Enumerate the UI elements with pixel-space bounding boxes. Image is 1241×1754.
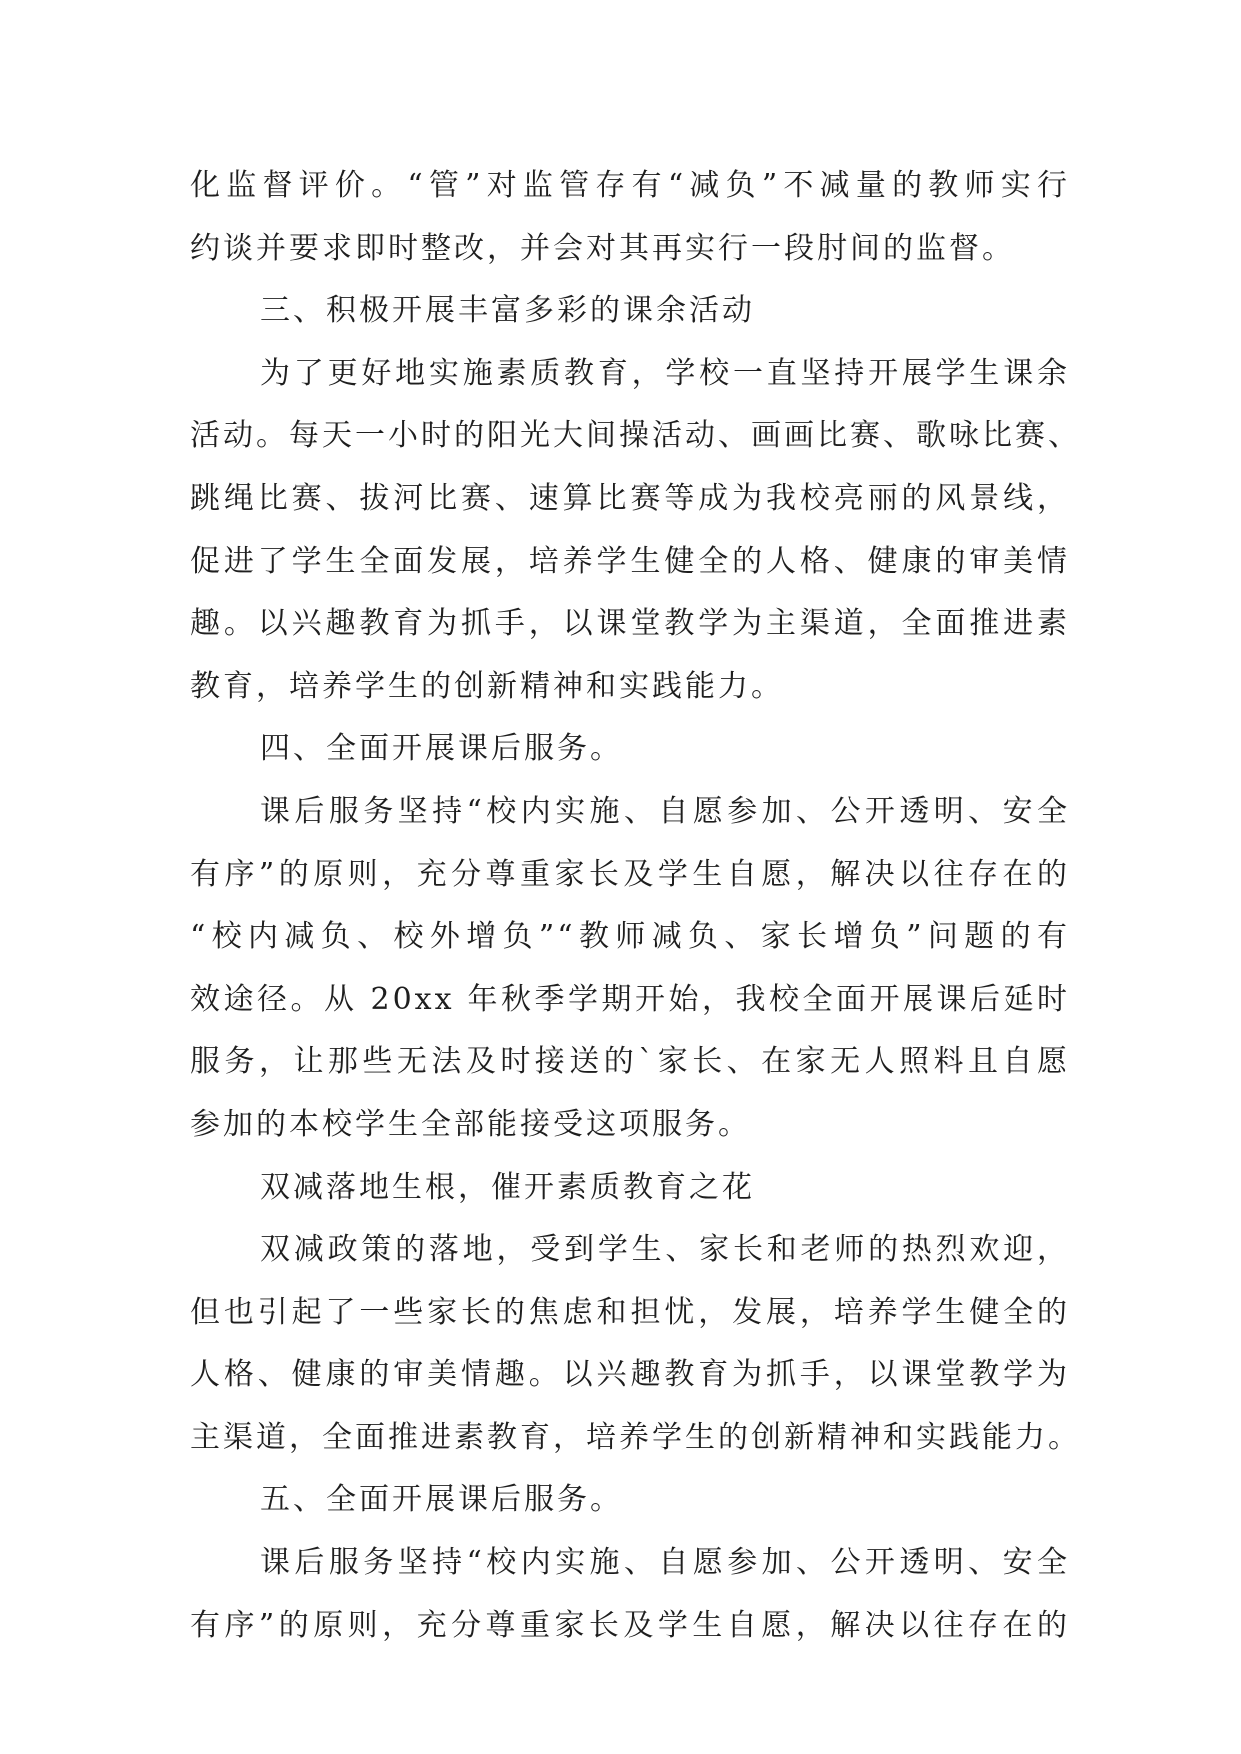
body-line: 为了更好地实施素质教育，学校一直坚持开展学生课余 (260, 355, 1070, 391)
body-line: 服务，让那些无法及时接送的`家长、在家无人照料且自愿 (190, 1044, 1070, 1080)
body-line: 主渠道，全面推进素教育，培养学生的创新精神和实践能力。 (190, 1419, 1081, 1455)
section-heading: 五、全面开展课后服务。 (260, 1482, 623, 1518)
body-line: 教育，培养学生的创新精神和实践能力。 (190, 668, 784, 704)
document-body (190, 155, 1081, 1657)
body-line: 促进了学生全面发展，培养学生健全的人格、健康的审美情 (190, 543, 1070, 579)
section-heading: 四、全面开展课后服务。 (260, 731, 623, 767)
body-line: “校内减负、校外增负”“教师减负、家长增负”问题的有 (190, 919, 1070, 955)
body-line: 课后服务坚持“校内实施、自愿参加、公开透明、安全 (260, 793, 1070, 829)
section-heading: 双减落地生根，催开素质教育之花 (260, 1169, 755, 1205)
body-line: 化监督评价。“管”对监管存有“减负”不减量的教师实行 (190, 168, 1070, 203)
body-line: 活动。每天一小时的阳光大间操活动、画画比赛、歌咏比赛、 (190, 418, 1081, 454)
body-line: 跳绳比赛、拔河比赛、速算比赛等成为我校亮丽的风景线， (190, 480, 1070, 516)
body-line: 趣。以兴趣教育为抓手，以课堂教学为主渠道，全面推进素 (190, 606, 1070, 642)
body-line: 人格、健康的审美情趣。以兴趣教育为抓手，以课堂教学为 (190, 1357, 1070, 1393)
body-line: 约谈并要求即时整改，并会对其再实行一段肘间的监督。 (190, 230, 1015, 266)
body-line: 有序”的原则，充分尊重家长及学生自愿，解决以往存在的 (190, 1607, 1070, 1643)
body-line: 但也引起了一些家长的焦虑和担忧，发展，培养学生健全的 (190, 1294, 1070, 1330)
body-line: 课后服务坚持“校内实施、自愿参加、公开透明、安全 (260, 1545, 1070, 1581)
body-line: 效途径。从 20xx 年秋季学期开始，我校全面开展课后延时 (190, 981, 1070, 1017)
body-line: 参加的本校学生全部能接受这项服务。 (190, 1106, 751, 1142)
section-heading: 三、积极开展丰富多彩的课余活动 (260, 293, 755, 329)
body-line: 双减政策的落地，受到学生、家长和老师的热烈欢迎， (260, 1232, 1070, 1268)
body-line: 有序”的原则，充分尊重家长及学生自愿，解决以往存在的 (190, 856, 1070, 892)
